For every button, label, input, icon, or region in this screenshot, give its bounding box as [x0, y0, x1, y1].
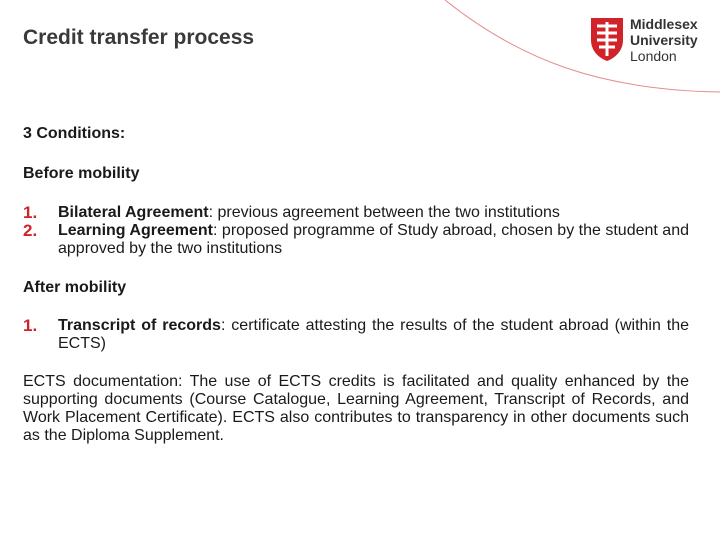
list-item	[23, 317, 689, 353]
university-logo	[589, 14, 699, 66]
conditions-heading: 3 Conditions:	[23, 125, 126, 142]
list-number: 1.	[23, 316, 38, 335]
list-text: : proposed programme of Study abroad, chosen by the student and approved by the two institutions	[58, 222, 690, 257]
shield-icon	[589, 16, 625, 62]
ects-paragraph: ECTS documentation: The use of ECTS credits is facilitated and quality enhanced by the supporting documents (Course Catalogue, Learning Agreement, Transcript of Records, and Work Placement Certificate). ECTS also contributes to transparency in other documents such as the Diploma Supplement.	[23, 373, 689, 444]
list-term: Transcript of records	[58, 317, 221, 334]
page-title: Credit transfer process	[23, 26, 255, 49]
after-mobility-list	[23, 317, 689, 353]
after-mobility-heading: After mobility	[23, 279, 127, 296]
list-number: 2.	[23, 221, 38, 240]
list-item	[23, 204, 689, 222]
list-term: Bilateral Agreement	[58, 204, 209, 221]
list-term: Learning Agreement	[58, 222, 214, 239]
slide-content	[23, 125, 689, 445]
before-mobility-heading: Before mobility	[23, 165, 140, 182]
logo-line-2: University	[630, 32, 698, 48]
list-text: : previous agreement between the two institutions	[208, 204, 560, 221]
list-text: : certificate attesting the results of the student abroad (within the ECTS)	[58, 317, 690, 352]
list-item	[23, 222, 689, 258]
logo-line-1: Middlesex	[630, 16, 698, 32]
list-number: 1.	[23, 203, 38, 222]
before-mobility-list	[23, 204, 689, 258]
logo-line-3: London	[630, 48, 677, 64]
